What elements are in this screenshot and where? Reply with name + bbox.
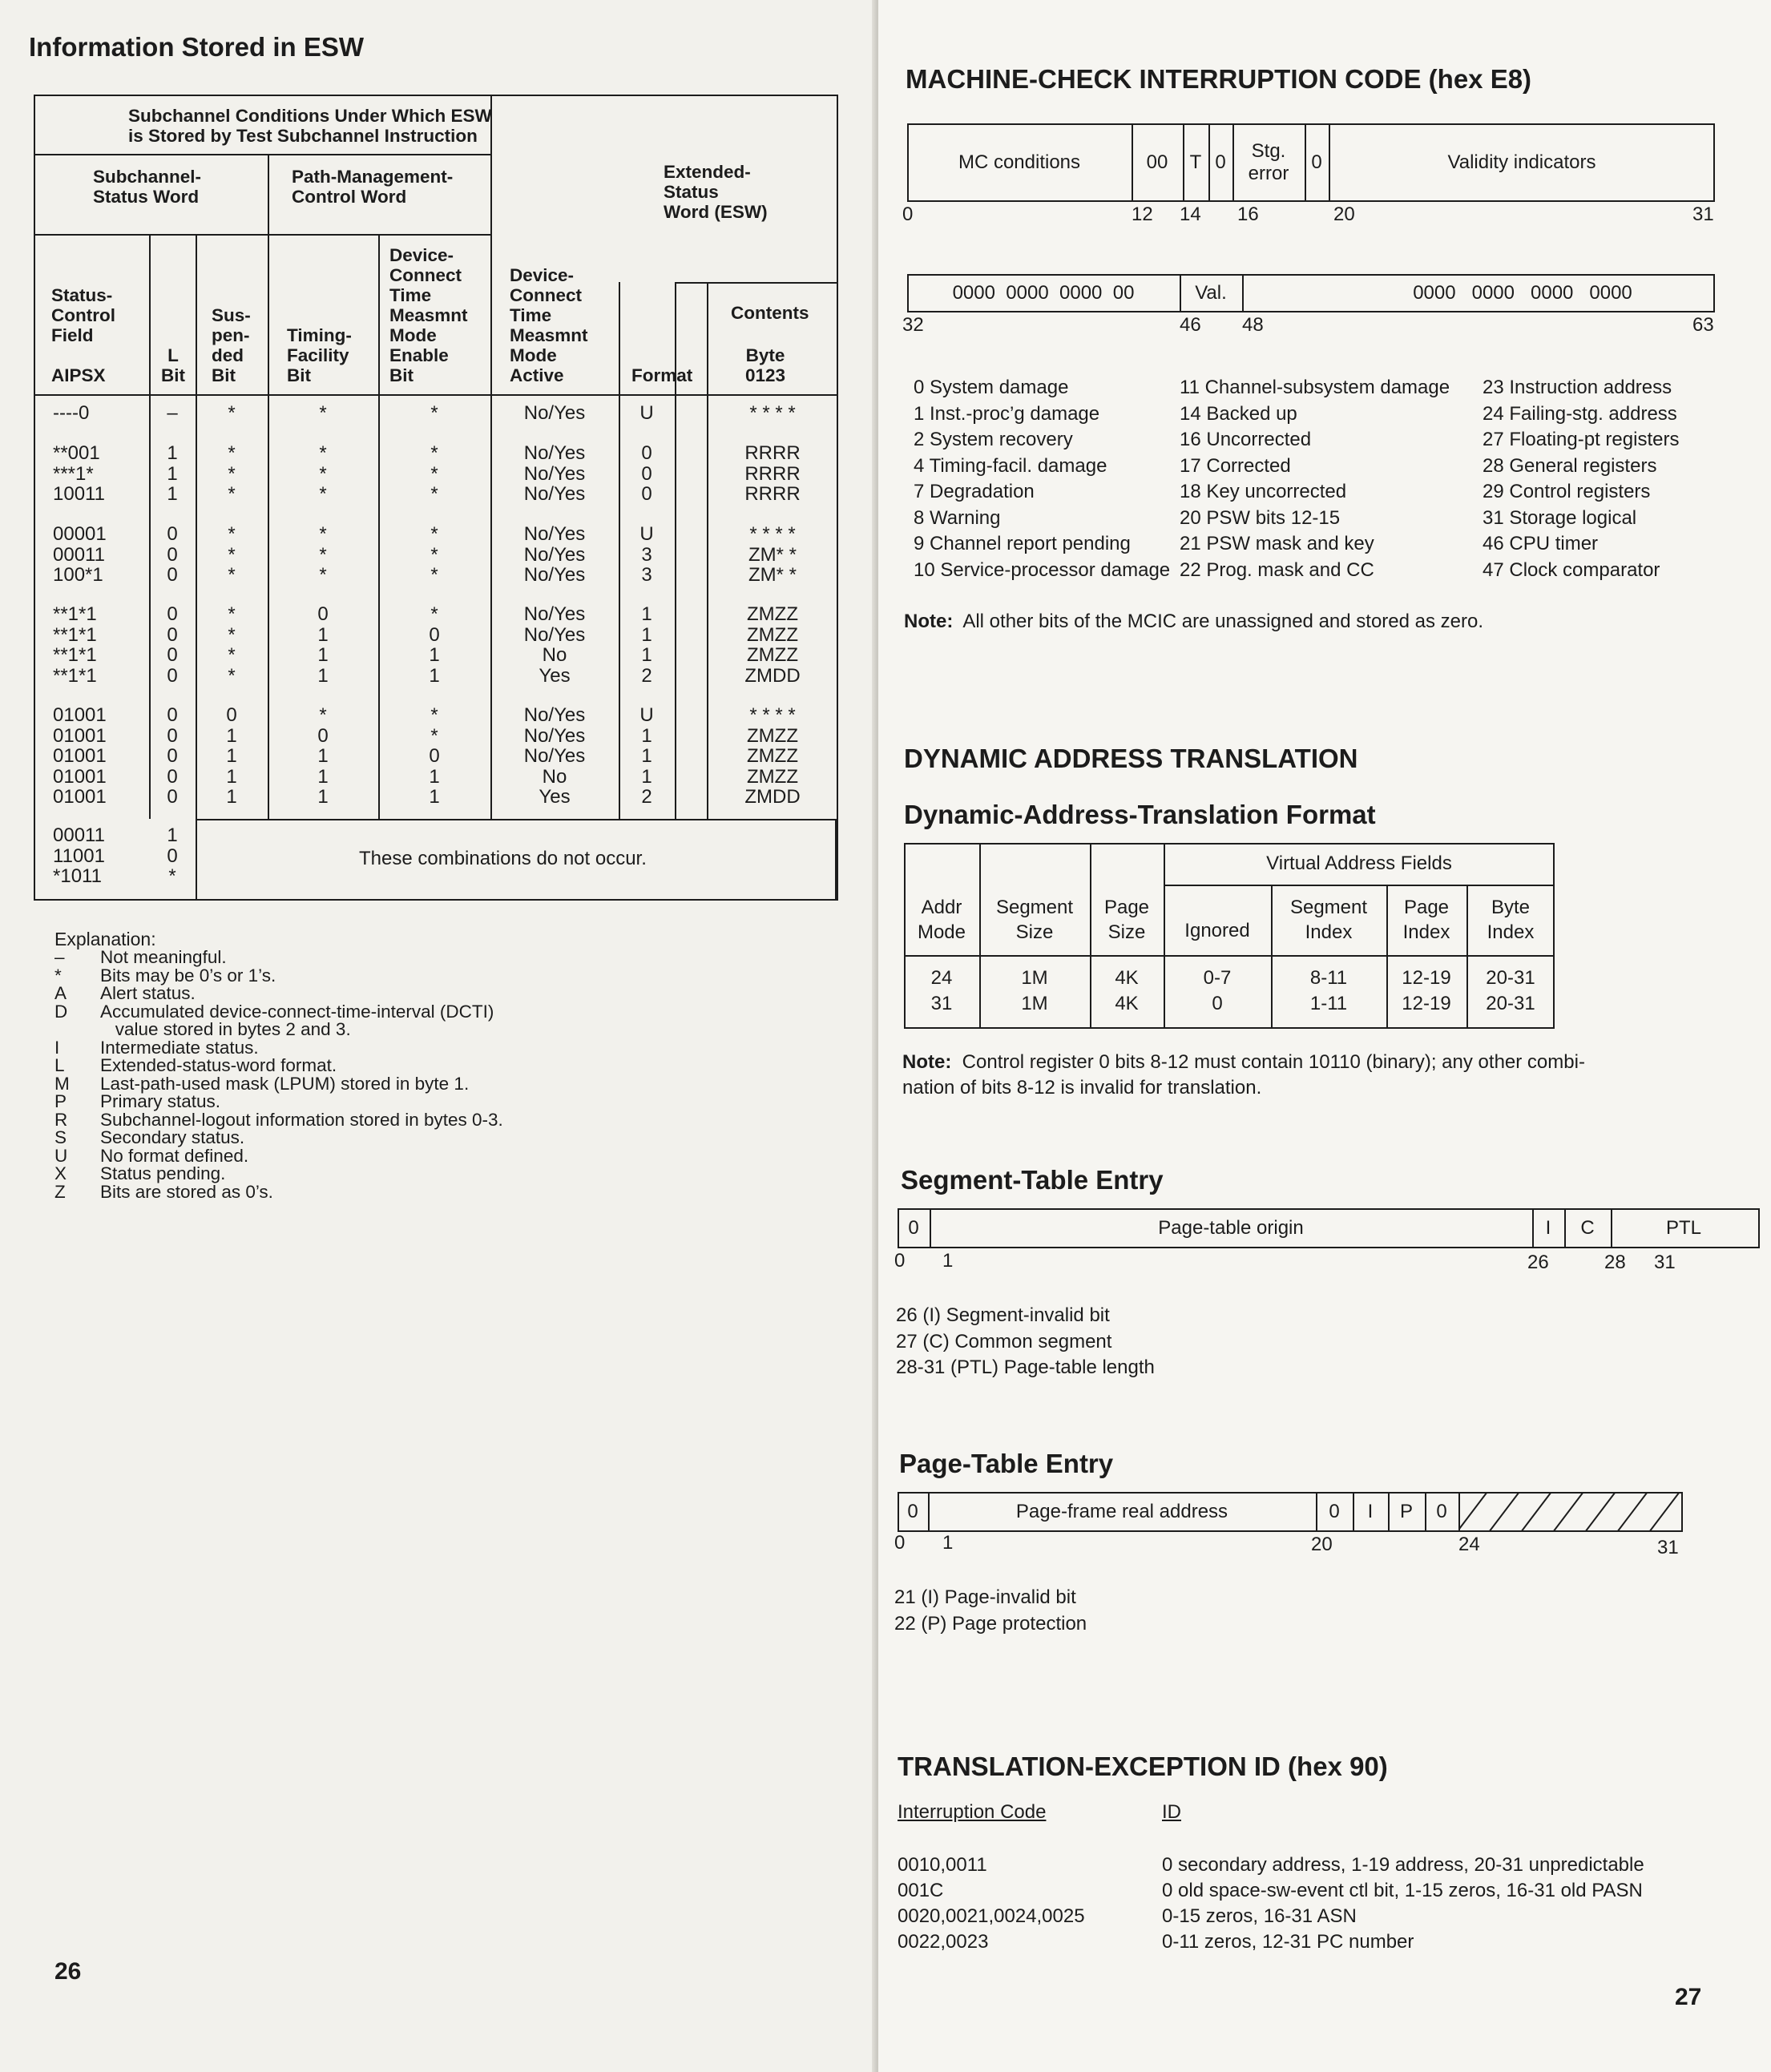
list-item: 21 (I) Page-invalid bit — [894, 1586, 1076, 1608]
esw-cell: * — [319, 483, 327, 505]
esw-cell: ZMZZ — [747, 724, 798, 747]
esw-cell: 1 — [226, 724, 237, 747]
dat-cell: 20-31 — [1486, 967, 1535, 989]
esw-cell: * — [319, 462, 327, 485]
esw-cell: No — [542, 644, 567, 666]
esw-cell: 1 — [641, 724, 652, 747]
esw-cell: 0 — [167, 523, 178, 545]
list-item: 47 Clock comparator — [1483, 558, 1660, 581]
teid-id: 0-11 zeros, 12-31 PC number — [1162, 1931, 1414, 1953]
esw-cell: * — [228, 483, 236, 505]
esw-cell: 0 — [641, 462, 652, 485]
esw-cell: * — [430, 704, 438, 726]
esw-cell: * — [319, 523, 327, 545]
group-esw: Extended- Status Word (ESW) — [664, 162, 768, 222]
esw-cell: 2 — [641, 664, 652, 687]
esw-col-s — [196, 524, 268, 586]
esw-cell: ZMZZ — [747, 765, 798, 788]
teid-code: 0020,0021,0024,0025 — [898, 1905, 1085, 1927]
esw-col-bytes — [707, 443, 838, 505]
esw-cell: **1*1 — [53, 623, 97, 646]
explanation-item: M Last-path-used mask (LPUM) stored in byte 1. — [54, 1073, 470, 1094]
esw-cell: No/Yes — [523, 442, 586, 464]
header-l-bit: L Bit — [161, 345, 185, 385]
esw-cell: 1 — [429, 664, 440, 687]
esw-cell: * — [430, 523, 438, 545]
explanation-item: value stored in bytes 2 and 3. — [100, 1019, 351, 1039]
esw-cell: ----0 — [53, 402, 90, 424]
mcic-bit-list-1 — [914, 375, 1170, 583]
esw-cell: ZMZZ — [747, 623, 798, 646]
mcic-bit-list-2 — [1180, 375, 1450, 583]
esw-col-dcta — [490, 524, 619, 586]
esw-cell: * — [430, 564, 438, 586]
explanation-item: P Primary status. — [54, 1091, 221, 1111]
esw-cell: 0 — [167, 765, 178, 788]
esw-cell: – — [167, 402, 178, 424]
dat-cell: 31 — [930, 993, 953, 1014]
esw-cell: 0 — [317, 603, 329, 625]
esw-col-l — [149, 403, 196, 424]
esw-cell: No/Yes — [523, 704, 586, 726]
esw-cell: 0 — [429, 745, 440, 767]
explanation-item: R Subchannel-logout information stored in bytes 0-3. — [54, 1109, 503, 1130]
esw-cell: 00011 — [53, 824, 105, 846]
unused-bits-hatch — [1460, 1494, 1681, 1530]
esw-cell: * — [430, 402, 438, 424]
mcic-bit-list-3 — [1483, 375, 1679, 583]
field-00: 00 — [1146, 151, 1168, 173]
esw-cell: ZMZZ — [747, 603, 798, 625]
field-zeros-32-45: 0000 0000 0000 00 — [952, 282, 1135, 304]
field-page-table-origin: Page-table origin — [1158, 1217, 1304, 1239]
esw-col-bytes — [707, 524, 838, 586]
dat-cell: 12-19 — [1402, 993, 1451, 1014]
esw-col-dcte — [378, 705, 490, 808]
esw-cell: * — [319, 402, 327, 424]
top-header: Subchannel Conditions Under Which ESW is Stored by Test Subchannel Instruction — [128, 106, 492, 146]
list-item: 27 (C) Common segment — [896, 1330, 1112, 1352]
esw-cell: 01001 — [53, 724, 107, 747]
esw-cell: 10011 — [53, 483, 105, 505]
esw-cell: 1 — [429, 644, 440, 666]
esw-cell: * — [228, 543, 236, 566]
esw-cell: 0 — [167, 603, 178, 625]
esw-cell: **1*1 — [53, 664, 97, 687]
esw-cell: 1 — [226, 745, 237, 767]
esw-cell: 1 — [641, 765, 652, 788]
section-title-dat: DYNAMIC ADDRESS TRANSLATION — [904, 744, 1358, 773]
list-item: 27 Floating-pt registers — [1483, 429, 1680, 450]
dat-cell: 0-7 — [1203, 967, 1232, 989]
no-occur-note: These combinations do not occur. — [359, 848, 647, 869]
esw-cell: No/Yes — [523, 745, 586, 767]
teid-header-code: Interruption Code — [898, 1801, 1047, 1823]
esw-cell: 0 — [167, 704, 178, 726]
list-item: 21 PSW mask and key — [1180, 533, 1374, 554]
esw-cell: No/Yes — [523, 564, 586, 586]
list-item: 28 General registers — [1483, 454, 1657, 477]
dat-cell: 1M — [1021, 967, 1048, 989]
field-page-frame-real-address: Page-frame real address — [1015, 1501, 1228, 1522]
page-number-right: 27 — [1675, 1984, 1702, 2010]
esw-cell: ***1* — [53, 462, 94, 485]
esw-cell: 0 — [167, 543, 178, 566]
esw-col-s — [196, 443, 268, 505]
esw-col-s — [196, 604, 268, 686]
esw-col-dcta — [490, 403, 619, 424]
header-format: Format — [631, 365, 693, 385]
esw-cell: 00001 — [53, 523, 107, 545]
esw-cell: U — [639, 704, 654, 726]
dat-cell: 1M — [1021, 993, 1048, 1014]
esw-col-fmt — [619, 403, 675, 424]
esw-cell: 1 — [167, 483, 178, 505]
esw-cell: 0 — [167, 664, 178, 687]
esw-col-scf — [53, 825, 141, 887]
esw-cell: 1 — [641, 745, 652, 767]
list-item: 23 Instruction address — [1483, 377, 1672, 398]
esw-cell: * — [228, 603, 236, 625]
esw-cell: * — [228, 462, 236, 485]
esw-col-dcte — [378, 403, 490, 424]
esw-cell: * — [430, 462, 438, 485]
list-item: 18 Key uncorrected — [1180, 481, 1347, 502]
esw-cell: ZMZZ — [747, 644, 798, 666]
list-item: 29 Control registers — [1483, 481, 1651, 502]
explanation-item: U No format defined. — [54, 1145, 249, 1166]
esw-cell: 2 — [641, 786, 652, 808]
esw-cell: Yes — [539, 786, 571, 808]
esw-cell: No/Yes — [523, 402, 586, 424]
teid-id: 0 secondary address, 1-19 address, 20-31 unpredictable — [1162, 1854, 1644, 1876]
esw-cell: 3 — [641, 564, 652, 586]
dat-cell: 20-31 — [1486, 993, 1535, 1014]
esw-col-t — [268, 604, 378, 686]
esw-col-t — [268, 524, 378, 586]
esw-col-scf — [53, 403, 141, 424]
esw-col-dcta — [490, 705, 619, 808]
list-item: 9 Channel report pending — [914, 533, 1131, 554]
esw-cell: No/Yes — [523, 724, 586, 747]
esw-cell: * — [228, 664, 236, 687]
field-stg-error: Stg. error — [1248, 140, 1289, 184]
header-byte: Byte 0123 — [745, 345, 786, 385]
list-item: 0 System damage — [914, 377, 1069, 398]
esw-col-scf — [53, 524, 141, 586]
dat-cell: 24 — [930, 967, 953, 989]
esw-col-l — [149, 443, 196, 505]
field-0b: 0 — [1311, 151, 1322, 173]
esw-cell: 01001 — [53, 704, 107, 726]
teid-code: 001C — [898, 1880, 944, 1901]
list-item: 8 Warning — [914, 506, 1001, 529]
esw-cell: 1 — [167, 442, 178, 464]
esw-cell: RRRR — [744, 462, 801, 485]
esw-cell: *1011 — [53, 865, 102, 887]
esw-cell: * — [319, 543, 327, 566]
esw-cell: 0 — [167, 644, 178, 666]
esw-cell: 1 — [641, 603, 652, 625]
esw-col-fmt — [619, 705, 675, 808]
header-scf: Status- Control Field AIPSX — [51, 285, 115, 385]
esw-cell: 0 — [317, 724, 329, 747]
esw-cell: ZM* * — [748, 543, 797, 566]
esw-cell: No/Yes — [523, 462, 586, 485]
pte-title: Page-Table Entry — [899, 1449, 1114, 1478]
list-item: 26 (I) Segment-invalid bit — [896, 1304, 1110, 1326]
esw-cell: RRRR — [744, 442, 801, 464]
right-page: MACHINE-CHECK INTERRUPTION CODE (hex E8) MC conditions 00 T 0 Stg. error 0 Validity indicators 0 12 14 16 20 31 0000 0000 0000 00 Val. 0000 0000 0000 0000 32 46 48 63 0 System damage 1 Inst.-proc’g damage 2 System recovery 4 Timing-facil. damage 7 Degradation 8 Warning 9 Channel report pending 10 Service-processor damage 11 Channel-subsystem damage 14 Backed up 16 Uncorrected 17 Corrected 18 Key uncorrected 20 PSW bits 12-15 21 PSW mask and key 22 Prog. mask and CC 23 Instruction address 24 Failing-stg. address 27 Floating-pt registers 28 General registers 29 Control registers 31 Storage logical 46 CPU timer 47 Clock comparator Note: All other bits of the MCIC are unassigned and stored as zero. DYNAMIC ADDRESS TRANSLATION Dynamic-Address-Translation Format Virtual Address Fields Addr Mode Segment Size Page Size Ignored Segment Index Page Index Byte Index 24 1M 4K 0-7 8-11 12-19 20-31 31 1M 4K 0 1-11 12-19 20-31 Note: Control register 0 bits 8-12 must contain 10110 (binary); any other combi- nation of bits 8-12 is invalid for translation. Segment-Table Entry 0 Page-table origin I C PTL 0 1 26 28 31 26 (I) Segment-invalid bit 27 (C) Common segment 28-31 (PTL) Page-table length Page-Table Entry 0 Page-frame real address 0 I P 0 0 1 20 24 31 21 (I) Page-invalid bit 22 (P) Page protection TRANSLATION-EXCEPTION ID (hex 90) Interruption Code ID 0010,0011 0 secondary address, 1-19 address, 20-31 unpredictable 001C 0 old space-sw-event ctl bit, 1-15 zeros, 16-31 old PASN 0020,0021,0024,0025 0-15 zeros, 16-31 ASN 0022,0023 0-11 zeros, 12-31 PC number 27 — [878, 0, 1771, 2072]
esw-cell: No/Yes — [523, 603, 586, 625]
explanation-item: D Accumulated device-connect-time-interval (DCTI) — [54, 1001, 494, 1022]
dat-cell: 1-11 — [1309, 993, 1348, 1014]
field-validity-indicators: Validity indicators — [1447, 151, 1596, 173]
page-number-left: 26 — [54, 1958, 82, 1985]
dat-cell: 12-19 — [1402, 967, 1451, 989]
esw-cell: **1*1 — [53, 603, 97, 625]
esw-cell: * — [319, 442, 327, 464]
esw-col-dcte — [378, 604, 490, 686]
list-item: 17 Corrected — [1180, 454, 1291, 477]
field-zeros-48-63: 0000 0000 0000 0000 — [1413, 282, 1632, 304]
ste-descriptions — [896, 1303, 1155, 1381]
esw-cell: 0 — [226, 704, 237, 726]
esw-cell: No/Yes — [523, 543, 586, 566]
esw-cell: 1 — [317, 745, 329, 767]
esw-col-t — [268, 403, 378, 424]
explanation — [54, 929, 503, 1201]
esw-cell: ZMDD — [744, 786, 801, 808]
esw-cell: Yes — [539, 664, 571, 687]
esw-col-l — [149, 705, 196, 808]
header-dcte: Device- Connect Time Measmnt Mode Enable Bit — [389, 245, 468, 385]
esw-col-scf — [53, 604, 141, 686]
list-item: 22 (P) Page protection — [894, 1612, 1087, 1635]
list-item: 2 System recovery — [914, 429, 1073, 450]
explanation-item: X Status pending. — [54, 1163, 226, 1183]
esw-col-fmt — [619, 524, 675, 586]
list-item: 7 Degradation — [914, 481, 1035, 502]
esw-cell: 1 — [317, 664, 329, 687]
section-title-teid: TRANSLATION-EXCEPTION ID (hex 90) — [898, 1752, 1388, 1781]
explanation-item: A Alert status. — [54, 983, 196, 1003]
dat-cell: 4K — [1115, 993, 1139, 1014]
esw-cell: * — [228, 644, 236, 666]
ste-title: Segment-Table Entry — [901, 1165, 1164, 1195]
group-pmcw: Path-Management- Control Word — [292, 167, 454, 207]
list-item: 31 Storage logical — [1483, 506, 1637, 529]
teid-id: 0 old space-sw-event ctl bit, 1-15 zeros, 16-31 old PASN — [1162, 1880, 1643, 1901]
esw-cell: * — [430, 442, 438, 464]
esw-cell: * — [168, 865, 176, 887]
esw-cell: * * * * — [749, 523, 796, 545]
esw-col-bytes — [707, 604, 838, 686]
header-dcta: Device- Connect Time Measmnt Mode Active — [510, 265, 588, 385]
list-item: 1 Inst.-proc’g damage — [914, 402, 1100, 425]
list-item: 46 CPU timer — [1483, 533, 1599, 554]
field-t: T — [1189, 151, 1202, 173]
esw-col-fmt — [619, 604, 675, 686]
esw-col-scf — [53, 443, 141, 505]
esw-col-l — [149, 825, 196, 887]
esw-cell: * — [228, 442, 236, 464]
esw-col-dcta — [490, 443, 619, 505]
field-mc-conditions: MC conditions — [958, 151, 1081, 173]
teid-header-id: ID — [1162, 1801, 1181, 1823]
esw-col-s — [196, 705, 268, 808]
esw-cell: * * * * — [749, 704, 796, 726]
esw-cell: * — [228, 523, 236, 545]
esw-cell: No/Yes — [523, 483, 586, 505]
esw-cell: * — [430, 483, 438, 505]
esw-cell: ZMZZ — [747, 745, 798, 767]
list-item: 14 Backed up — [1180, 402, 1297, 425]
list-item: 20 PSW bits 12-15 — [1180, 506, 1341, 529]
esw-col-l — [149, 604, 196, 686]
explanation-item: – Not meaningful. — [54, 947, 227, 967]
esw-cell: ZM* * — [748, 564, 797, 586]
esw-cell: 0 — [167, 845, 178, 867]
esw-col-bytes — [707, 705, 838, 808]
explanation-item: * Bits may be 0’s or 1’s. — [54, 965, 276, 986]
esw-cell: * — [430, 724, 438, 747]
section-title-esw: Information Stored in ESW — [29, 32, 364, 62]
esw-col-bytes — [707, 403, 838, 424]
esw-col-dcta — [490, 604, 619, 686]
dat-cell: 4K — [1115, 967, 1139, 989]
pte-descriptions — [894, 1585, 1087, 1637]
section-title-mcic: MACHINE-CHECK INTERRUPTION CODE (hex E8) — [906, 64, 1532, 94]
mcic-note: Note: All other bits of the MCIC are unassigned and stored as zero. — [904, 611, 1484, 632]
esw-col-l — [149, 524, 196, 586]
esw-cell: 1 — [429, 786, 440, 808]
explanation-item: S Secondary status. — [54, 1127, 245, 1147]
list-item: 16 Uncorrected — [1180, 429, 1312, 450]
teid-code: 0022,0023 — [898, 1931, 989, 1953]
esw-cell: 0 — [429, 623, 440, 646]
esw-cell: 3 — [641, 543, 652, 566]
esw-cell: No/Yes — [523, 623, 586, 646]
esw-cell: U — [639, 402, 654, 424]
esw-col-dcte — [378, 443, 490, 505]
esw-cell: 11001 — [53, 845, 105, 867]
header-timing: Timing- Facility Bit — [287, 325, 352, 385]
list-item: 22 Prog. mask and CC — [1180, 558, 1374, 581]
dat-virtual-address-fields: Virtual Address Fields — [1266, 853, 1452, 874]
esw-cell: 1 — [317, 623, 329, 646]
group-ssw: Subchannel- Status Word — [93, 167, 202, 207]
esw-cell: 1 — [317, 786, 329, 808]
esw-col-scf — [53, 705, 141, 808]
field-0a: 0 — [1215, 151, 1226, 173]
teid-code: 0010,0011 — [898, 1854, 987, 1876]
esw-cell: 0 — [641, 442, 652, 464]
explanation-list — [54, 949, 503, 1201]
dat-note: Note: Control register 0 bits 8-12 must contain 10110 (binary); any other combi- nation of bits 8-12 is invalid for translation. — [902, 1051, 1585, 1098]
list-item: 4 Timing-facil. damage — [914, 454, 1107, 477]
teid-id: 0-15 zeros, 16-31 ASN — [1162, 1905, 1357, 1927]
esw-cell: * — [228, 402, 236, 424]
list-item: 11 Channel-subsystem damage — [1180, 377, 1450, 398]
explanation-item: I Intermediate status. — [54, 1037, 259, 1058]
esw-cell: 1 — [429, 765, 440, 788]
dat-format-title: Dynamic-Address-Translation Format — [904, 800, 1376, 829]
esw-cell: 1 — [641, 623, 652, 646]
field-val: Val. — [1195, 282, 1227, 304]
esw-col-s — [196, 403, 268, 424]
explanation-item: Z Bits are stored as 0’s. — [54, 1181, 273, 1202]
esw-cell: **001 — [53, 442, 100, 464]
esw-cell: 0 — [167, 786, 178, 808]
esw-cell: 1 — [317, 644, 329, 666]
esw-cell: 1 — [226, 786, 237, 808]
explanation-title: Explanation: — [54, 929, 156, 949]
esw-cell: No — [542, 765, 567, 788]
esw-cell: * — [430, 543, 438, 566]
esw-cell: 100*1 — [53, 564, 103, 586]
esw-cell: 1 — [226, 765, 237, 788]
list-item: 24 Failing-stg. address — [1483, 402, 1677, 425]
esw-col-fmt — [619, 443, 675, 505]
left-page — [0, 0, 875, 2072]
esw-cell: RRRR — [744, 483, 801, 505]
esw-cell: 0 — [167, 724, 178, 747]
dat-cell: 8-11 — [1309, 967, 1348, 989]
esw-cell: 0 — [167, 564, 178, 586]
esw-cell: 01001 — [53, 765, 107, 788]
esw-cell: ZMDD — [744, 664, 801, 687]
esw-cell: 0 — [167, 623, 178, 646]
explanation-item: L Extended-status-word format. — [54, 1055, 337, 1075]
esw-cell: 1 — [317, 765, 329, 788]
esw-cell: 0 — [641, 483, 652, 505]
esw-cell: 1 — [167, 824, 178, 846]
esw-cell: 01001 — [53, 786, 107, 808]
esw-cell: * — [430, 603, 438, 625]
esw-cell: * * * * — [749, 402, 796, 424]
header-suspended: Sus- pen- ded Bit — [212, 305, 251, 385]
esw-col-t — [268, 443, 378, 505]
esw-cell: * — [319, 704, 327, 726]
esw-cell: 1 — [641, 644, 652, 666]
esw-cell: U — [639, 523, 654, 545]
esw-cell: No/Yes — [523, 523, 586, 545]
esw-cell: 0 — [167, 745, 178, 767]
esw-cell: 01001 — [53, 745, 107, 767]
esw-cell: 00011 — [53, 543, 105, 566]
esw-col-t — [268, 705, 378, 808]
esw-cell: **1*1 — [53, 644, 97, 666]
esw-cell: * — [228, 623, 236, 646]
dat-cell: 0 — [1212, 993, 1223, 1014]
list-item: 10 Service-processor damage — [914, 558, 1171, 581]
esw-cell: 1 — [167, 462, 178, 485]
esw-col-dcte — [378, 524, 490, 586]
header-contents: Contents — [731, 303, 809, 323]
esw-cell: * — [228, 564, 236, 586]
list-item: 28-31 (PTL) Page-table length — [896, 1356, 1155, 1378]
esw-cell: * — [319, 564, 327, 586]
